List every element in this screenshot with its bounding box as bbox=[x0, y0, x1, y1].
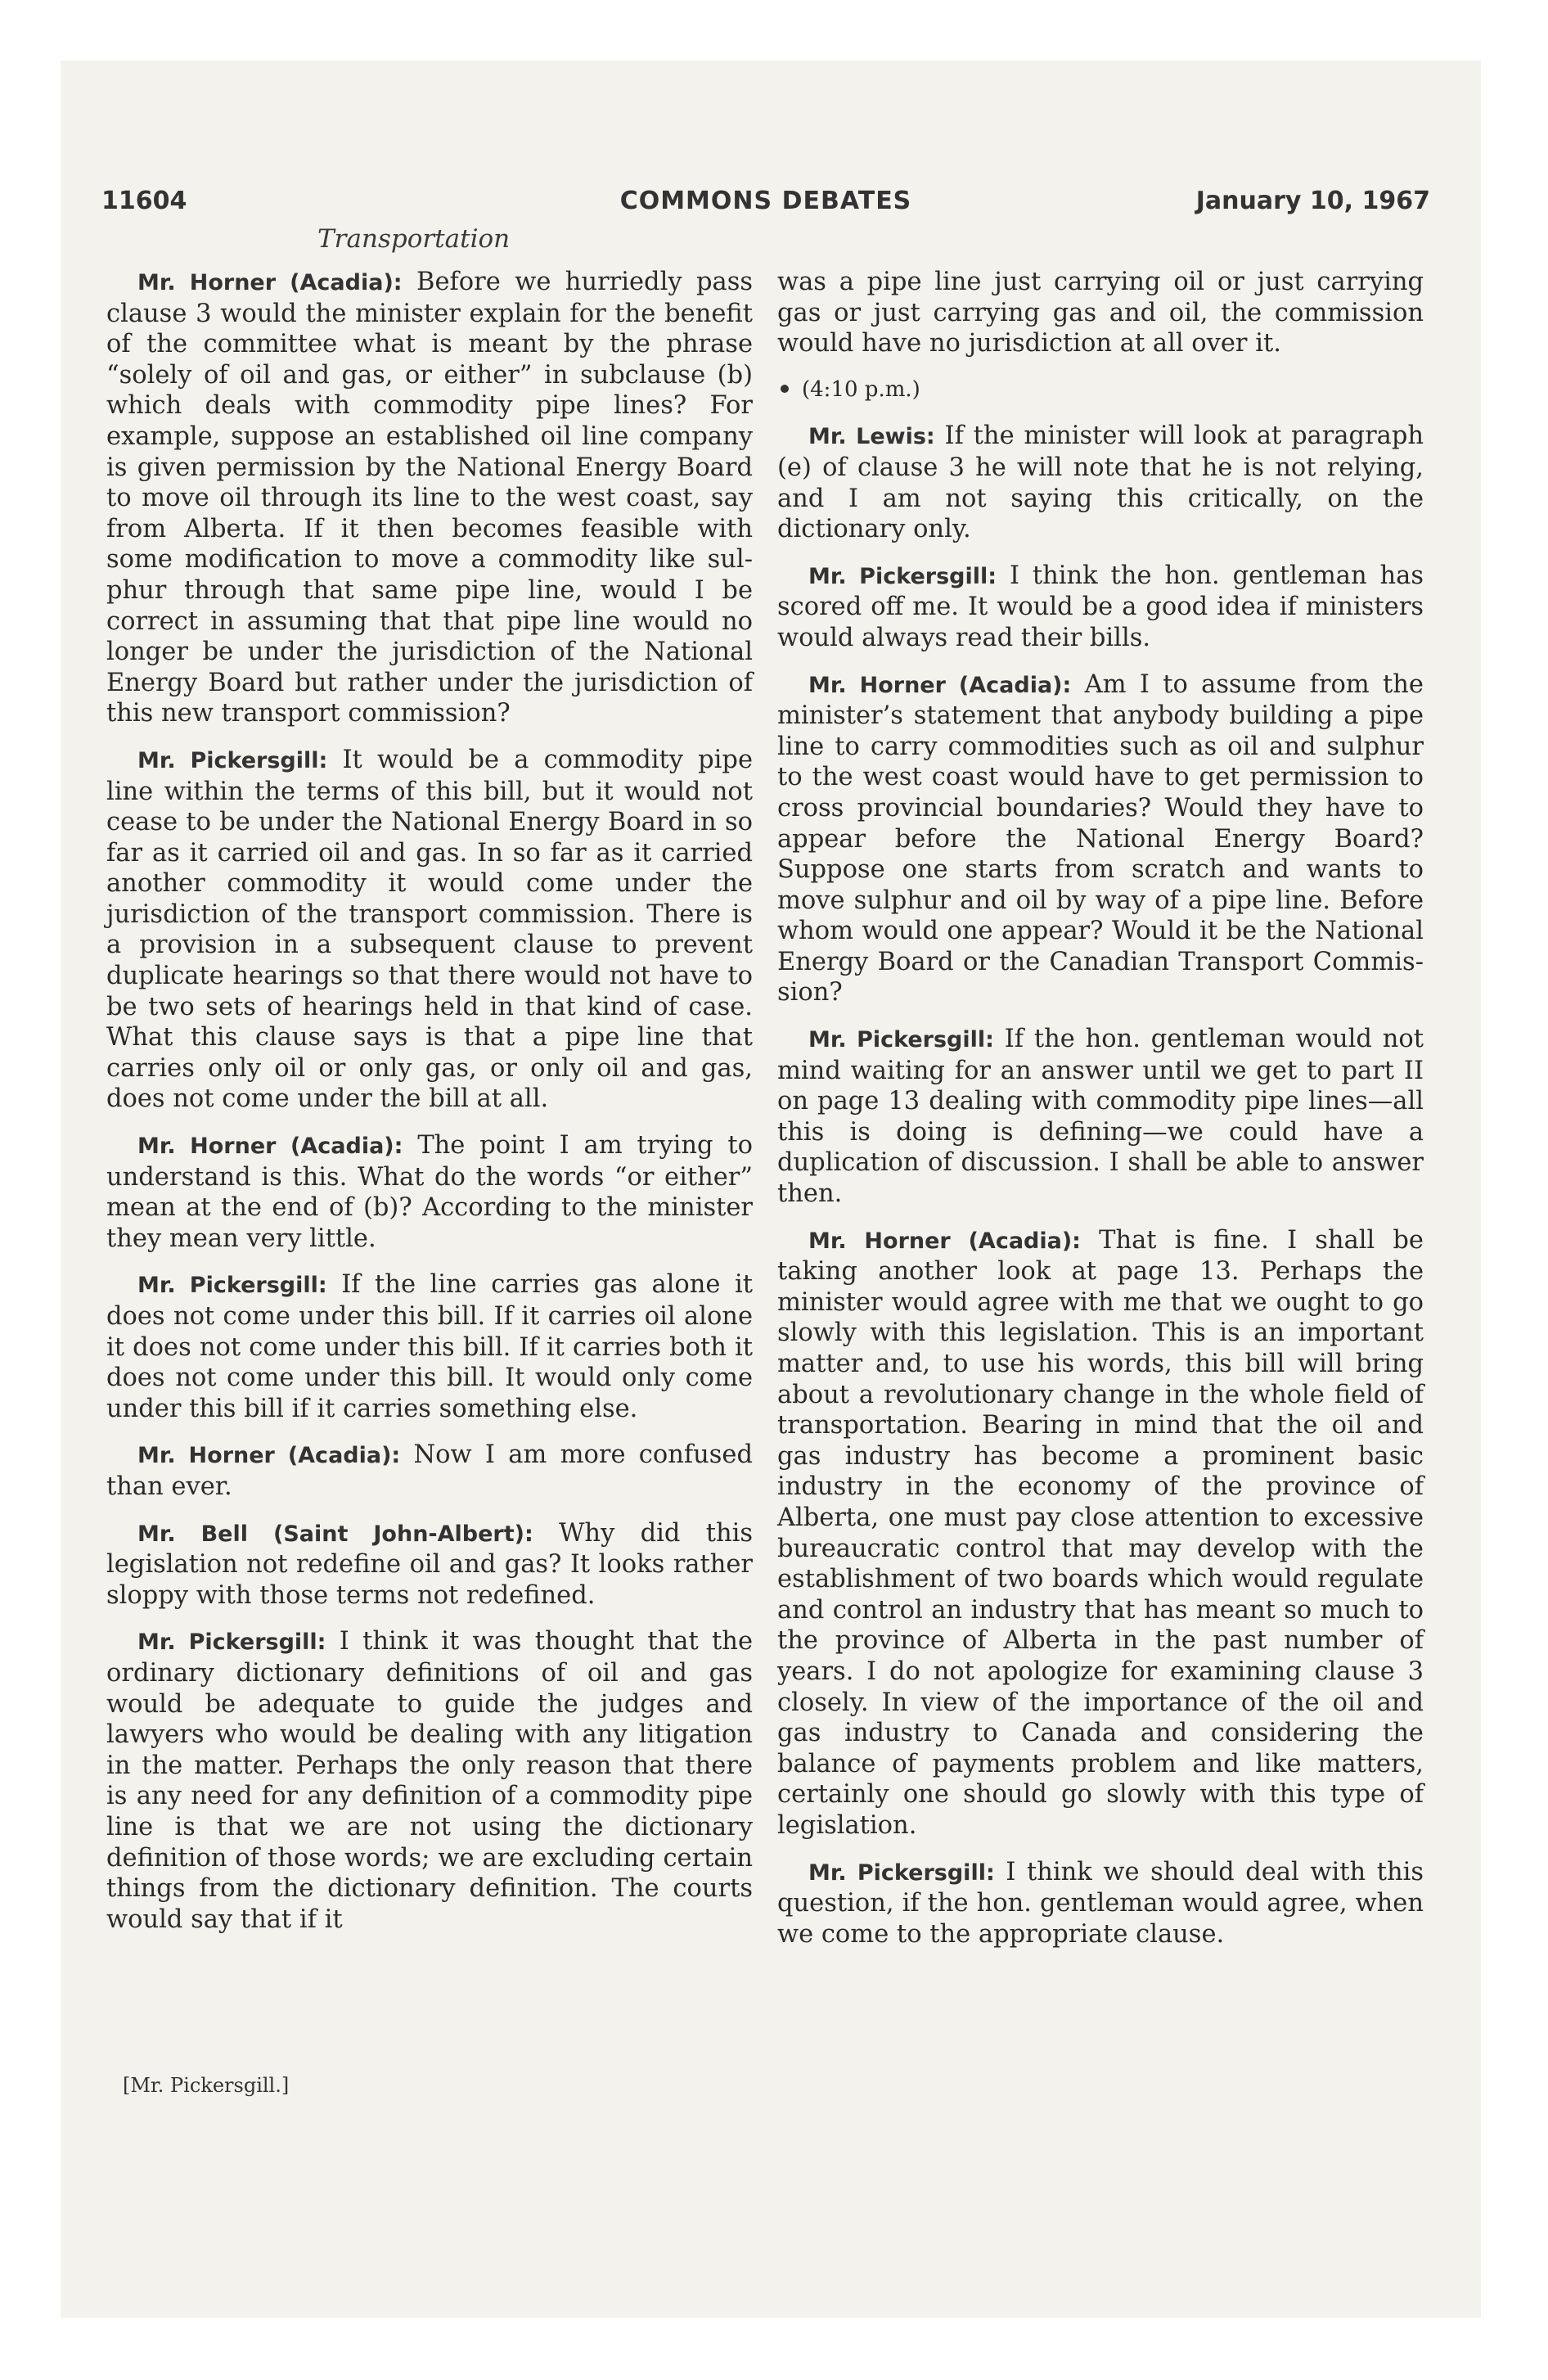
speech-paragraph bbox=[777, 1024, 1424, 1210]
speaker-name: Mr. Pickersgill: bbox=[137, 1273, 327, 1299]
speech-text: I think we should deal with this question, if the hon. gentleman would agree, when we come to the appropriate clause. bbox=[777, 1857, 1424, 1949]
speaker-footnote: [Mr. Pickersgill.] bbox=[123, 2074, 290, 2097]
speech-paragraph bbox=[777, 1225, 1424, 1841]
speaker-name: Mr. Horner (Acadia): bbox=[137, 270, 403, 295]
speaker-name: Mr. Horner (Acadia): bbox=[808, 1228, 1081, 1254]
speech-text: Now I am more confused than ever. bbox=[106, 1440, 753, 1501]
speech-paragraph bbox=[106, 1269, 753, 1424]
speech-text: If the minister will look at paragraph (e) of clause 3 he will note that he is not relying, and I am not saying this critically, on the dictionary only. bbox=[777, 421, 1424, 544]
speaker-name: Mr. Bell (Saint John-Albert): bbox=[137, 1521, 533, 1547]
speaker-name: Mr. Horner (Acadia): bbox=[808, 672, 1072, 698]
speech-text: That is fine. I shall be taking another look at page 13. Perhaps the minister would agree with me that we ought to go slowly with this legislation. This is an important matter and, to use his words, this bill will bring about a revolutionary change in the whole field of transportation. Bearing in mind that the oil and gas industry has become a prominent basic industry in the economy of the province of Alberta, one must pay close attention to excessive bureaucratic control that may develop with the establishment of two boards which would regulate and control an industry that has meant so much to the province of Alberta in the past number of years. I do not apologize for examining clause 3 closely. In view of the importance of the oil and gas industry to Canada and considering the balance of payments problem and like matters, certainly one should go slowly with this type of legislation. bbox=[777, 1225, 1424, 1840]
speech-text: Why did this legislation not redefine oil and gas? It looks rather sloppy with those terms not redefined. bbox=[106, 1518, 753, 1610]
speech-paragraph bbox=[106, 1518, 753, 1611]
speech-text: I think it was thought that the ordinary dictionary definitions of oil and gas would be adequate to guide the judges and lawyers who would be dealing with any litigation in the matter. Perhaps the only reason that there is any need for any definition of a commodity pipe line is that we are not using the dictionary definition of those words; we are excluding certain things from the dictionary definition. The courts would say that if it bbox=[106, 1627, 753, 1934]
speaker-name: Mr. Horner (Acadia): bbox=[137, 1443, 401, 1469]
speech-text: If the line carries gas alone it does not come under this bill. If it carries oil alone it does not come under this bill. If it carries both it does not come under this bill. It would only come under this bill if it carries something else. bbox=[106, 1270, 754, 1423]
right-column bbox=[777, 267, 1424, 1965]
bullet-icon bbox=[781, 385, 789, 393]
speech-paragraph bbox=[106, 1130, 753, 1254]
speaker-name: Mr. Horner (Acadia): bbox=[137, 1134, 403, 1160]
speech-text: The point I am trying to understand is this. What do the words “or either” mean at the end of (b)? According to the minister they mean very little. bbox=[106, 1131, 753, 1253]
section-title: Transportation bbox=[317, 224, 511, 254]
page-number: 11604 bbox=[101, 187, 187, 215]
left-column bbox=[106, 267, 753, 1950]
speaker-name: Mr. Pickersgill: bbox=[808, 563, 997, 589]
speech-paragraph bbox=[106, 1626, 753, 1935]
speech-paragraph bbox=[106, 745, 753, 1115]
page-date: January 10, 1967 bbox=[1195, 187, 1430, 215]
speech-paragraph bbox=[777, 669, 1424, 1009]
speech-paragraph bbox=[777, 561, 1424, 654]
speaker-name: Mr. Pickersgill: bbox=[808, 1027, 994, 1053]
speech-text: It would be a commodity pipe line within the terms of this bill, but it would not cease to be under the National Energy Board in so far as it carried oil and gas. In so far as it carried another commodity it would come under the jurisdiction of the transport commission. There is a provision in a subsequent clause to prevent duplicate hearings so that there would not have to be two sets of hearings held in that kind of case. What this clause says is that a pipe line that carries only oil or only gas, or only oil and gas, does not come under the bill at all. bbox=[106, 745, 753, 1114]
time-marker-text: (4:10 p.m.) bbox=[802, 376, 920, 402]
speech-text: I think the hon. gentleman has scored off me. It would be a good idea if ministers would always read their bills. bbox=[777, 561, 1424, 652]
speaker-name: Mr. Pickersgill: bbox=[808, 1859, 995, 1886]
continued-paragraph: was a pipe line just carrying oil or just carrying gas or just carrying gas and oil, the commission would have no jurisdiction at all over it. bbox=[777, 268, 1424, 358]
speech-text: Before we hurriedly pass clause 3 would the minister explain for the benefit of the committee what is meant by the phrase “solely of oil and gas, or either” in subclause (b) which deals with commodity pipe lines? For example, suppose an established oil line company is given permission by the National Energy Board to move oil through its line to the west coast, say from Alberta. If it then becomes feasible with some modification to move a commodity like sulphur through that same pipe line, would I be correct in assuming that that pipe line would no longer be under the jurisdiction of the National Energy Board but rather under the jurisdiction of this new transport commission? bbox=[106, 268, 754, 728]
speech-paragraph bbox=[777, 1857, 1424, 1950]
speech-paragraph bbox=[106, 1440, 753, 1502]
speech-paragraph bbox=[106, 267, 753, 729]
page-header bbox=[101, 187, 1430, 226]
speech-paragraph bbox=[777, 421, 1424, 544]
speaker-name: Mr. Lewis: bbox=[808, 424, 935, 450]
speech-text: Am I to assume from the minister’s statement that anybody building a pipe line to carry commodities such as oil and sulphur to the west coast would have to get permission to cross provincial boundaries? Would they have to appear before the National Energy Board? Suppose one starts from scratch and wants to move sulphur and oil by way of a pipe line. Before whom would one appear? Would it be the National Energy Board or the Canadian Transport Commission? bbox=[777, 669, 1424, 1007]
time-marker bbox=[777, 375, 1424, 406]
speaker-name: Mr. Pickersgill: bbox=[137, 747, 328, 773]
publication-title: COMMONS DEBATES bbox=[619, 187, 912, 215]
speech-text: If the hon. gentleman would not mind waiting for an answer until we get to part II on page 13 dealing with commodity pipe lines—all this is doing is defining—we could have a duplication of discussion. I shall be able to answer then. bbox=[777, 1025, 1424, 1209]
speaker-name: Mr. Pickersgill: bbox=[137, 1629, 326, 1656]
